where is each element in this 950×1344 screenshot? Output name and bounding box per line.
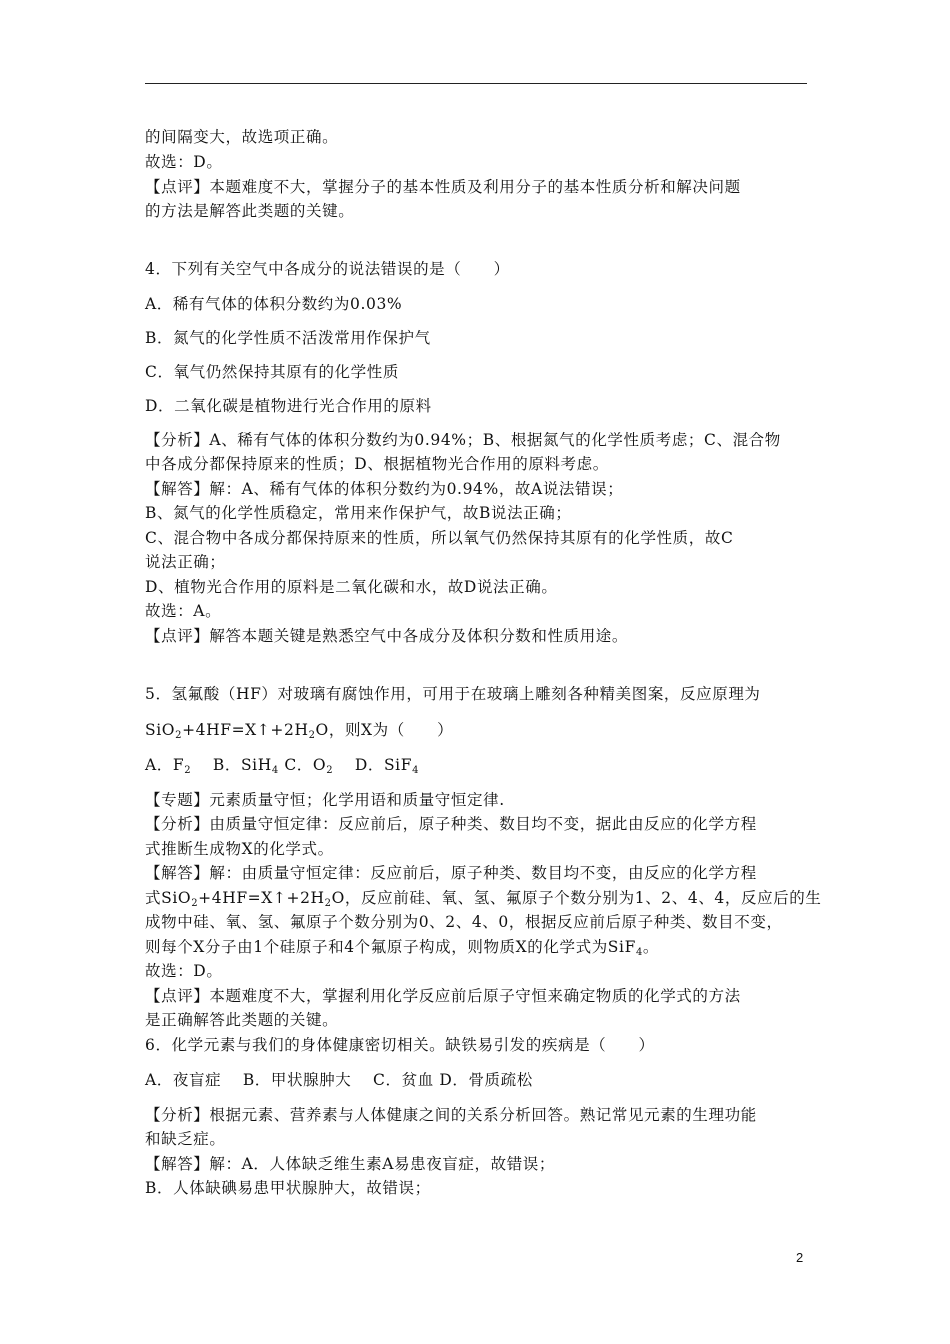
q5-solution-cont: 成物中硅、氧、氢、氟原子个数分别为0、2、4、0，根据反应前后原子种类、数目不变， [145, 913, 783, 931]
q5-option-d: D．SiF$_4$ [354, 756, 420, 776]
q6-analysis-cont: 和缺乏症。 [145, 1130, 226, 1148]
q6-solution: 【解答】解：A．人体缺乏维生素A易患夜盲症，故错误； [145, 1155, 555, 1173]
q5-topic: 【专题】元素质量守恒；化学用语和质量守恒定律. [145, 791, 505, 809]
q5-stem: 5．氢氟酸（HF）对玻璃有腐蚀作用，可用于在玻璃上雕刻各种精美图案，反应原理为 [145, 685, 761, 703]
q4-option-d: D．二氧化碳是植物进行光合作用的原料 [145, 397, 432, 415]
q5-comment-cont: 是正确解答此类题的关键。 [145, 1011, 339, 1029]
q5-option-c: C．$O_2$ [284, 756, 334, 776]
carry-over-answer: 故选：D。 [145, 153, 223, 171]
q5-option-b: B．SiH$_4$ [212, 756, 279, 776]
q5-solution-conclusion: 则每个X分子由1个硅原子和4个氟原子构成，则物质X的化学式为SiF$_4$。 [145, 938, 660, 958]
q5-option-a: A．$F_2$ [145, 756, 192, 776]
q5-options [145, 755, 419, 775]
q4-option-a: A．稀有气体的体积分数约为0.03% [145, 295, 403, 313]
q4-option-c: C．氧气仍然保持其原有的化学性质 [145, 363, 399, 381]
q4-comment: 【点评】解答本题关键是熟悉空气中各成分及体积分数和性质用途。 [145, 627, 629, 645]
q5-analysis: 【分析】由质量守恒定律：反应前后，原子种类、数目均不变，据此由反应的化学方程 [145, 815, 757, 833]
q4-analysis-cont: 中各成分都保持原来的性质；D、根据植物光合作用的原料考虑。 [145, 455, 609, 473]
carry-over-comment: 【点评】本题难度不大，掌握分子的基本性质及利用分子的基本性质分析和解决问题 [145, 178, 741, 196]
q5-comment: 【点评】本题难度不大，掌握利用化学反应前后原子守恒来确定物质的化学式的方法 [145, 987, 741, 1005]
q4-answer: 故选：A。 [145, 602, 222, 620]
q5-solution: 【解答】解：由质量守恒定律：反应前后，原子种类、数目均不变，由反应的化学方程 [145, 864, 757, 882]
q5-equation: $SiO_2+4HF=X↑+2H_2O$，则X为（ ） [145, 721, 454, 741]
carry-over-comment-cont: 的方法是解答此类题的关键。 [145, 202, 355, 220]
header-rule [145, 83, 807, 84]
q5-answer: 故选：D。 [145, 962, 223, 980]
q4-solution-d: D、植物光合作用的原料是二氧化碳和水，故D说法正确。 [145, 578, 558, 596]
q4-stem: 4．下列有关空气中各成分的说法错误的是（ ） [145, 260, 510, 278]
q4-solution-c-cont: 说法正确； [145, 553, 226, 571]
q5-solution-equation: 式$SiO_2+4HF=X↑+2H_2O$，反应前硅、氧、氢、氟原子个数分别为1、2、4、4，反应后的生 [145, 889, 822, 909]
q6-solution-b: B．人体缺碘易患甲状腺肿大，故错误； [145, 1179, 431, 1197]
carry-over-line: 的间隔变大，故选项正确。 [145, 128, 339, 146]
q4-solution: 【解答】解：A、稀有气体的体积分数约为0.94%，故A说法错误； [145, 480, 624, 498]
q4-option-b: B．氮气的化学性质不活泼常用作保护气 [145, 329, 431, 347]
q5-analysis-cont: 式推断生成物X的化学式。 [145, 840, 334, 858]
page-number: 2 [796, 1250, 804, 1265]
q6-stem: 6．化学元素与我们的身体健康密切相关。缺铁易引发的疾病是（ ） [145, 1036, 655, 1054]
q6-options: A．夜盲症 B．甲状腺肿大 C．贫血 D．骨质疏松 [145, 1071, 533, 1089]
q4-solution-b: B、氮气的化学性质稳定，常用来作保护气，故B说法正确； [145, 504, 572, 522]
q4-solution-c: C、混合物中各成分都保持原来的性质，所以氧气仍然保持其原有的化学性质，故C [145, 529, 734, 547]
q4-analysis: 【分析】A、稀有气体的体积分数约为0.94%；B、根据氮气的化学性质考虑；C、混合物 [145, 431, 781, 449]
q6-analysis: 【分析】根据元素、营养素与人体健康之间的关系分析回答。熟记常见元素的生理功能 [145, 1106, 757, 1124]
